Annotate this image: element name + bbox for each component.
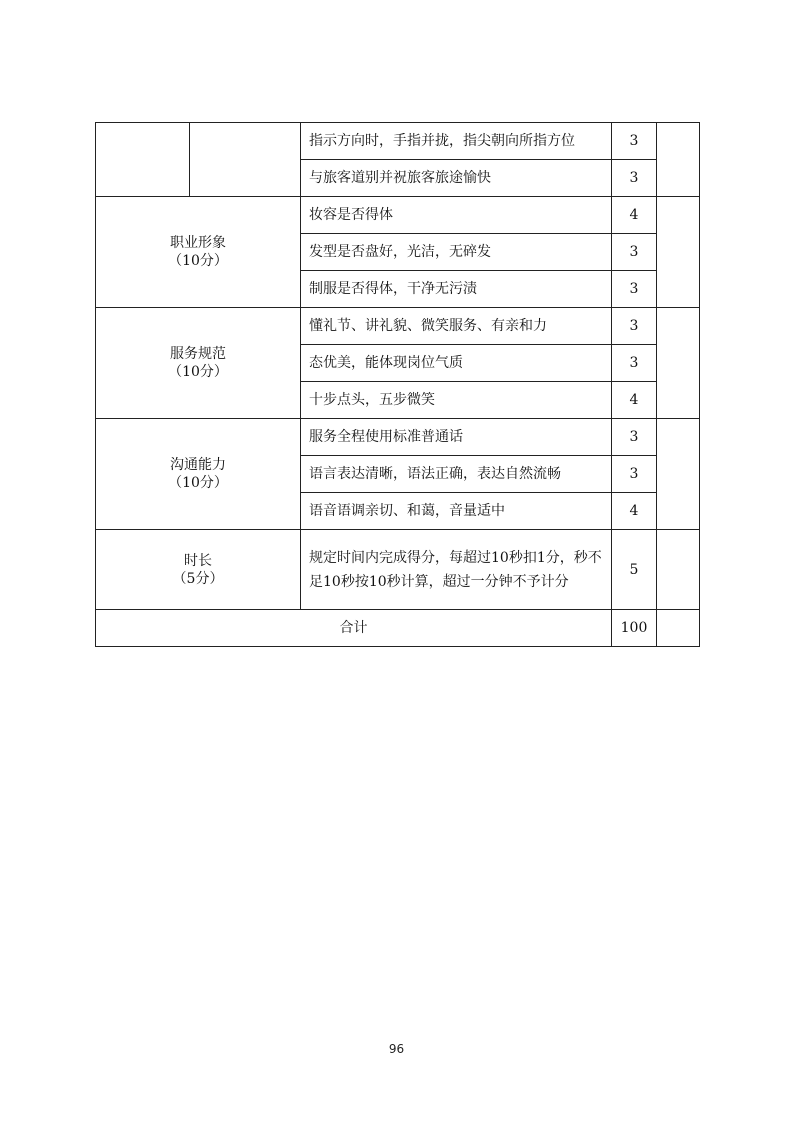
total-row: [96, 610, 700, 647]
item-text: 态优美，能体现岗位气质: [301, 345, 612, 382]
actual-score-cell: [657, 419, 700, 530]
item-text: 发型是否盘好，光洁，无碎发: [301, 234, 612, 271]
subcategory-cell-empty: [190, 123, 301, 197]
page-number: 96: [388, 1042, 405, 1056]
category-name: 服务规范: [170, 346, 226, 362]
category-cell: [96, 197, 301, 308]
item-text: 规定时间内完成得分，每超过10秒扣1分，秒不足10秒按10秒计算，超过一分钟不予计分: [301, 530, 612, 610]
item-score: 5: [612, 530, 657, 610]
item-score: 3: [612, 234, 657, 271]
actual-total-cell: [657, 610, 700, 647]
item-score: 4: [612, 197, 657, 234]
category-cell-empty: [96, 123, 190, 197]
item-score: 3: [612, 123, 657, 160]
category-name: 沟通能力: [170, 457, 226, 473]
item-score: 3: [612, 345, 657, 382]
item-score: 3: [612, 160, 657, 197]
category-cell: [96, 419, 301, 530]
category-points: （10分）: [168, 253, 228, 269]
item-text: 与旅客道别并祝旅客旅途愉快: [301, 160, 612, 197]
item-score: 4: [612, 493, 657, 530]
total-score: 100: [612, 610, 657, 647]
table-row: [96, 308, 700, 345]
category-points: （10分）: [168, 364, 228, 380]
category-name: 时长: [184, 552, 212, 569]
item-text: 指示方向时，手指并拢，指尖朝向所指方位: [301, 123, 612, 160]
item-text: 服务全程使用标准普通话: [301, 419, 612, 456]
item-text: 妆容是否得体: [301, 197, 612, 234]
item-score: 3: [612, 456, 657, 493]
item-text: 语音语调亲切、和蔼，音量适中: [301, 493, 612, 530]
item-text: 制服是否得体，干净无污渍: [301, 271, 612, 308]
category-points: （5分）: [172, 570, 224, 587]
total-label: 合计: [96, 610, 612, 647]
actual-score-cell: [657, 123, 700, 197]
table-row: [96, 197, 700, 234]
item-text: 语言表达清晰，语法正确，表达自然流畅: [301, 456, 612, 493]
category-name: 职业形象: [170, 235, 226, 251]
table-row: [96, 530, 700, 610]
scoring-table: [95, 122, 700, 647]
item-score: 4: [612, 382, 657, 419]
item-text: 十步点头，五步微笑: [301, 382, 612, 419]
table-row: [96, 123, 700, 160]
category-cell: [96, 308, 301, 419]
actual-score-cell: [657, 197, 700, 308]
actual-score-cell: [657, 530, 700, 610]
category-points: （10分）: [168, 475, 228, 491]
item-score: 3: [612, 271, 657, 308]
item-score: 3: [612, 419, 657, 456]
item-score: 3: [612, 308, 657, 345]
actual-score-cell: [657, 308, 700, 419]
table-row: [96, 419, 700, 456]
item-text: 懂礼节、讲礼貌、微笑服务、有亲和力: [301, 308, 612, 345]
category-cell: [96, 530, 301, 610]
